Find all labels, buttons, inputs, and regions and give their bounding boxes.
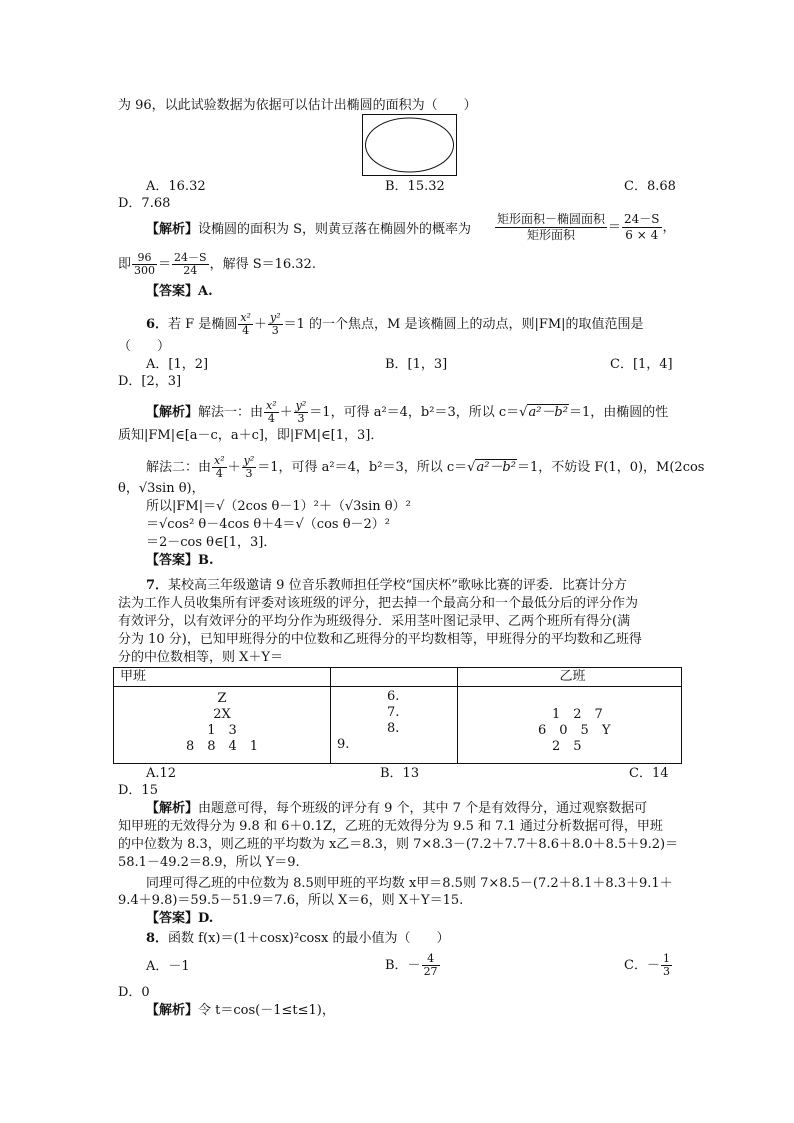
q7-analysis-line: 的中位数为 8.3，则乙班的平均数为 x乙＝8.3，则 7×8.3－(7.2＋7.7＋8.6＋8.0＋8.5＋9.2)＝: [118, 837, 679, 852]
q7-text-line: 法为工作人员收集所有评委对该班级的评分，把去掉一个最高分和一个最低分后的评分作为: [118, 596, 639, 611]
q8-stem: [146, 931, 449, 947]
q6-m2-b: ＝1，可得 a²＝4，b²＝3，所以 c＝: [257, 460, 468, 475]
q5-option-b: B．15.32: [385, 179, 445, 194]
q6-option-c: C．[1，4]: [610, 357, 673, 372]
analysis-label: 【解析】: [146, 222, 199, 237]
leaf-row: 6 0 5 Y: [538, 723, 611, 738]
q7-text-line: 某校高三年级邀请 9 位音乐教师担任学校“国庆杯”歌咏比赛的评委．比赛计分方: [168, 578, 627, 593]
q5-option-d: D．7.68: [118, 196, 171, 211]
fraction-denominator: 3: [297, 412, 305, 425]
q6-option-b: B．[1，3]: [385, 357, 448, 372]
fraction-denominator: 3: [245, 467, 253, 480]
right-leaves: [458, 687, 682, 764]
q7-option-b: B．13: [380, 766, 420, 781]
table-header-left: 甲班: [114, 668, 331, 687]
q6-text-a: 若 F 是椭圆: [168, 317, 238, 332]
fraction-denominator: 300: [134, 264, 156, 277]
q6-answer: 【答案】B.: [146, 553, 214, 568]
fraction-numerator: y²: [269, 311, 281, 324]
fraction-numerator: 96: [132, 252, 157, 265]
analysis-label: 【解析】: [146, 801, 199, 816]
table-header-right: 乙班: [458, 668, 682, 687]
q7-line1: [146, 578, 627, 594]
question-number: 6．: [146, 317, 169, 332]
fraction-numerator: 1: [662, 952, 670, 965]
plus-sign: ＋: [227, 460, 241, 475]
fraction-numerator: 4: [422, 953, 440, 966]
q8-analysis-text: 令 t＝cos(－1≤t≤1)，: [198, 1003, 335, 1018]
fraction-numerator: 24－S: [624, 212, 660, 226]
fraction-numerator: 24－S: [174, 251, 207, 264]
fraction-numerator: x²: [266, 399, 277, 412]
q6-paren: （ ）: [118, 339, 171, 354]
q6-method2-line4: ＝√cos² θ－4cos θ＋4＝√（cos θ－2）²: [146, 517, 391, 532]
q8-option-c: [624, 950, 673, 982]
option-text: B．－: [385, 958, 421, 973]
q5-analysis: [146, 222, 471, 238]
sqrt-radicand: a²－b²: [528, 405, 568, 420]
leaf-row: 2X: [213, 707, 231, 722]
fraction-denominator: 4: [267, 412, 275, 425]
q5-analysis-text: 设椭圆的面积为 S，则黄豆落在椭圆外的概率为: [198, 222, 472, 237]
q8-text: 函数 f(x)＝(1＋cosx)²cosx 的最小值为（ ）: [168, 931, 450, 946]
ellipse-icon: [363, 115, 456, 175]
analysis-label: 【解析】: [146, 405, 199, 420]
q6-m2-a: 解法二：由: [146, 460, 212, 475]
q6-m1-a: 解法一：由: [198, 405, 264, 420]
leaf-row: 8 8 4 1: [185, 739, 259, 754]
q7-analysis-line: [146, 801, 647, 817]
q5-answer: 【答案】A.: [146, 284, 213, 299]
q7-text-line: 分为 10 分)，已知甲班得分的中位数和乙班得分的平均数相等，甲班得分的平均数和乙班得: [118, 632, 642, 647]
q8-analysis: [146, 1003, 335, 1019]
fraction-denominator: 4: [242, 324, 250, 337]
sqrt-radicand: a²－b²: [476, 460, 516, 475]
q6-method1-line2: 质知|FM|∈[a－c，a＋c]，即|FM|∈[1，3]．: [118, 428, 384, 443]
q6-stem: [146, 312, 644, 337]
q7-text-line: 有效评分，以有效评分的平均分作为班级得分．采用茎叶图记录甲、乙两个班所有得分(满: [118, 614, 631, 629]
q6-m1-b: ＝1，可得 a²＝4，b²＝3，所以 c＝: [309, 405, 520, 420]
q5-line2: 即 $\frac{96}{300}$ ＝ $\frac{24-S}{24}$ ，解得 S＝16.32.: [118, 251, 316, 277]
plus-sign: ＋: [279, 405, 293, 420]
table-header-middle: [331, 668, 458, 687]
question-number: 7．: [146, 578, 169, 593]
q8-option-b: [385, 950, 441, 982]
fraction-numerator: 矩形面积－椭圆面积: [497, 212, 606, 226]
q8-option-d: D．0: [118, 985, 150, 1000]
stem-value: 7.: [387, 705, 400, 720]
stem-value: 6.: [387, 689, 400, 704]
rectangle-figure: [362, 114, 457, 176]
q7-option-d: D．15: [118, 783, 158, 798]
stem-value: 8.: [387, 721, 400, 736]
stem-value: 9.: [337, 737, 350, 752]
q7-option-c: C．14: [629, 766, 669, 781]
q7-analysis2-line: 9.4＋9.8)＝59.5－51.9＝7.6，所以 X＝6，则 X＋Y＝15.: [118, 893, 464, 908]
fraction-denominator: 6 × 4: [625, 228, 659, 242]
q8-option-a: A．－1: [146, 959, 190, 974]
q7-text-line: 分的中位数相等，则 X＋Y＝: [118, 650, 283, 665]
fraction-denominator: 27: [423, 965, 438, 978]
q7-option-a: A.12: [146, 766, 177, 781]
q7-analysis-text: 由题意可得，每个班级的评分有 9 个，其中 7 个是有效得分，通过观察数据可: [198, 801, 648, 816]
leaf-row: Z: [217, 691, 227, 706]
q7-analysis-line: 知甲班的无效得分为 9.8 和 6＋0.1Z，乙班的无效得分为 9.5 和 7.1 通过分析数据可得，甲班: [118, 819, 663, 834]
q6-m1-c: ＝1，由椭圆的性: [568, 405, 669, 420]
q6-method2-line3: 所以|FM|＝√（2cos θ－1）²＋（√3sin θ）²: [146, 499, 411, 514]
q5-big-fraction: $\frac{\text{矩形面积－椭圆面积}}{\text{矩形面积}}$ ＝ $\frac{24-S}{6 \times 4}$ ，: [497, 212, 676, 242]
fraction-denominator: 3: [662, 965, 670, 978]
q5-line2-prefix: 即: [118, 257, 132, 272]
fraction-numerator: x²: [214, 454, 225, 467]
fraction-denominator: 4: [215, 467, 223, 480]
fraction-denominator: 矩形面积: [527, 228, 576, 242]
q7-answer: 【答案】D.: [146, 911, 214, 926]
left-leaves: [114, 687, 331, 764]
plus-sign: ＋: [253, 317, 267, 332]
q6-method1: 【解析】解法一：由 $\frac{\text{x²}}{4}$ ＋ $\frac{\text{y²}}{3}$ ＝1，可得 a²＝4，b²＝3，所以 c＝√a²－b²＝1，由椭圆的性: [146, 399, 669, 425]
q6-option-a: A．[1，2]: [146, 357, 209, 372]
stem-leaf-table: [113, 667, 682, 764]
q6-method2-line2: θ，√3sin θ)，: [118, 481, 205, 496]
q7-analysis-line: 58.1－49.2＝8.9，所以 Y＝9.: [118, 855, 300, 870]
q5-option-a: A．16.32: [146, 179, 206, 194]
q6-option-d: D．[2，3]: [118, 374, 182, 389]
q5-line2-suffix: ，解得 S＝16.32.: [209, 257, 316, 272]
leaf-row: 1 2 7: [552, 707, 603, 722]
leaf-row: 2 5: [552, 739, 582, 754]
q7-analysis2-line: 同理可得乙班的中位数为 8.5则甲班的平均数 x甲＝8.5则 7×8.5－(7.2＋8.1＋8.3＋9.1＋: [146, 876, 673, 891]
q6-text-b: ＝1 的一个焦点，M 是该椭圆上的动点，则|FM|的取值范围是: [283, 317, 644, 332]
stems: [331, 687, 458, 764]
fraction-numerator: y²: [295, 399, 307, 412]
question-number: 8．: [146, 931, 169, 946]
fraction-denominator: 3: [271, 324, 279, 337]
q6-method2-line5: ＝2－cos θ∈[1，3]．: [146, 535, 277, 550]
fraction-numerator: y²: [243, 454, 255, 467]
q5-intro: 为 96，以此试验数据为依据可以估计出椭圆的面积为（ ）: [118, 98, 477, 113]
leaf-row: 1 3: [207, 723, 237, 738]
fraction-numerator: x²: [240, 311, 251, 324]
option-text: C．－: [624, 958, 660, 973]
fraction-denominator: 24: [183, 264, 198, 277]
q6-method2: 解法二：由 $\frac{\text{x²}}{4}$ ＋ $\frac{\text{y²}}{3}$ ＝1，可得 a²＝4，b²＝3，所以 c＝√a²－b²＝1，不妨设 F(1，0)，M(2cos: [146, 454, 705, 480]
analysis-label: 【解析】: [146, 1003, 199, 1018]
q6-m2-c: ＝1，不妨设 F(1，0)，M(2cos: [516, 460, 705, 475]
q5-option-c: C．8.68: [624, 179, 676, 194]
